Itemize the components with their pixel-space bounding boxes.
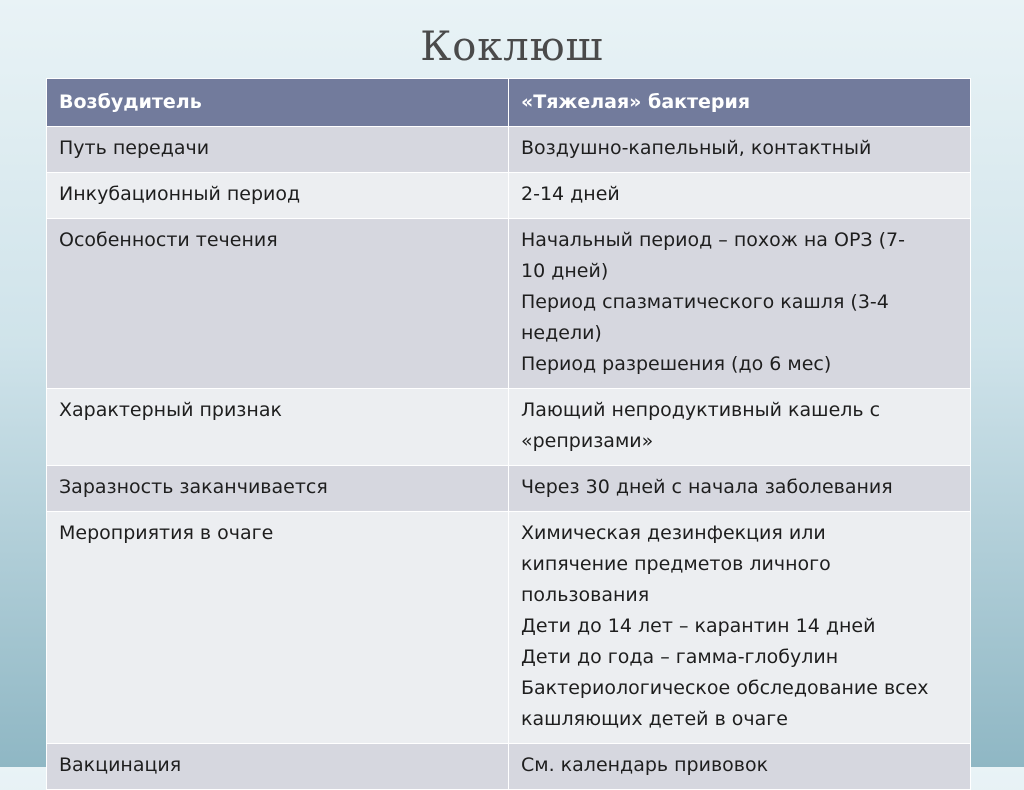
row-value-line: Период спазматического кашля (3-4 bbox=[521, 291, 889, 313]
row-value-line: Химическая дезинфекция или bbox=[521, 522, 826, 544]
table-row bbox=[47, 127, 971, 173]
row-value-line: кашляющих детей в очаге bbox=[521, 708, 788, 730]
row-label: Характерный признак bbox=[47, 389, 509, 466]
row-value-line: Период разрешения (до 6 мес) bbox=[521, 353, 832, 375]
row-value bbox=[509, 219, 971, 389]
header-cell-value: «Тяжелая» бактерия bbox=[509, 79, 971, 127]
row-label: Особенности течения bbox=[47, 219, 509, 389]
row-value bbox=[509, 173, 971, 219]
row-value bbox=[509, 127, 971, 173]
row-value-line: Лающий непродуктивный кашель с bbox=[521, 399, 881, 421]
row-value-line: «репризами» bbox=[521, 430, 654, 452]
row-value-line: Дети до 14 лет – карантин 14 дней bbox=[521, 615, 876, 637]
table-row bbox=[47, 512, 971, 744]
table-header-row bbox=[47, 79, 971, 127]
table-row bbox=[47, 173, 971, 219]
table-row bbox=[47, 219, 971, 389]
slide-title: Коклюш bbox=[420, 24, 604, 70]
row-value-line: 10 дней) bbox=[521, 260, 609, 282]
row-value-line: Через 30 дней с начала заболевания bbox=[521, 476, 893, 498]
header-cell-label: Возбудитель bbox=[47, 79, 509, 127]
info-table bbox=[46, 78, 970, 790]
row-value bbox=[509, 466, 971, 512]
row-value-line: См. календарь привовок bbox=[521, 754, 769, 776]
row-value-line: кипячение предметов личного bbox=[521, 553, 831, 575]
row-label: Заразность заканчивается bbox=[47, 466, 509, 512]
table-row bbox=[47, 389, 971, 466]
row-value-line: недели) bbox=[521, 322, 602, 344]
table-row bbox=[47, 466, 971, 512]
row-label: Мероприятия в очаге bbox=[47, 512, 509, 744]
row-value-line: 2-14 дней bbox=[521, 183, 620, 205]
row-value-line: Воздушно-капельный, контактный bbox=[521, 137, 872, 159]
row-value-line: Бактериологическое обследование всех bbox=[521, 677, 929, 699]
row-value-line: Начальный период – похож на ОРЗ (7- bbox=[521, 229, 905, 251]
row-value bbox=[509, 389, 971, 466]
row-label: Инкубационный период bbox=[47, 173, 509, 219]
row-label: Вакцинация bbox=[47, 744, 509, 790]
row-value-line: пользования bbox=[521, 584, 650, 606]
row-value bbox=[509, 512, 971, 744]
row-label: Путь передачи bbox=[47, 127, 509, 173]
row-value-line: Дети до года – гамма-глобулин bbox=[521, 646, 839, 668]
